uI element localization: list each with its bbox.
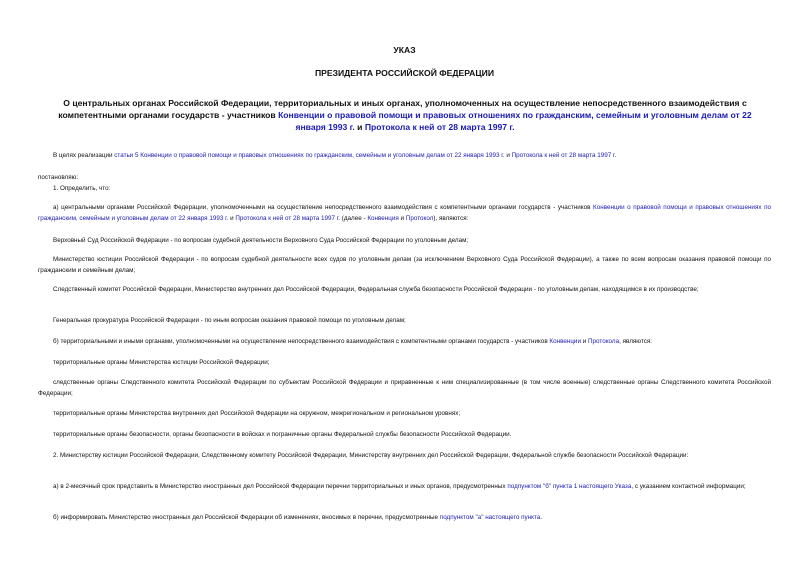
convention-link[interactable]: Конвенции о правовой помощи и правовых отношениях по гражданским, семейным и уголовным делам от 22 января 1993 г. <box>278 110 752 132</box>
convention-link[interactable]: Конвенции о правовой помощи и правовых отношениях по гражданским, семейным и уголовным делам от 22 января 1993 г. <box>38 204 771 222</box>
intro-paragraph <box>38 150 771 161</box>
protocol-link[interactable]: Протокола к ней от 28 марта 1997 г. <box>511 152 617 159</box>
item-text: , являются: <box>619 338 652 345</box>
territorial-mvd-paragraph: территориальные органы Министерства внутренних дел Российской Федерации на окружном, межрегиональном и региональном уровнях; <box>53 410 461 417</box>
subitem-a-link[interactable]: подпунктом "а" настоящего пункта <box>439 514 541 521</box>
decree-word: постановляю: <box>38 174 79 181</box>
decree-title: УКАЗ <box>393 45 416 55</box>
investigative-committee-paragraph: Следственный комитет Российской Федерации, Министерство внутренних дел Российской Федерации, Федеральная служба безопасности Российской Федерации - по уголовным делам, находящимся в их производстве; <box>53 286 699 293</box>
item-2a <box>38 481 771 492</box>
protocol-short-link[interactable]: Протокола <box>588 338 620 345</box>
item-text: а) центральными органами Российской Федерации, уполномоченными на осуществление непосредственного взаимодействия с компетентными органами государств - участников <box>53 204 594 211</box>
item-1b <box>38 336 771 347</box>
subtitle-text: и <box>354 122 365 132</box>
intro-text: В целях реализации <box>53 152 115 159</box>
ministry-of-justice-paragraph: Министерство юстиции Российской Федерации - по вопросам судебной деятельности всех судов по уголовным делам (за исключением Верховного Суда Российской Федерации), а также по всем вопросам оказания правовой помощи по гражданским и семейным делам; <box>38 256 771 274</box>
convention-short-link[interactable]: Конвенция <box>367 215 399 222</box>
decree-issuer: ПРЕЗИДЕНТА РОССИЙСКОЙ ФЕДЕРАЦИИ <box>314 68 495 78</box>
decree-subtitle <box>46 97 764 133</box>
investigative-bodies-paragraph: следственные органы Следственного комитета Российской Федерации по субъектам Российской Федерации и приравненные к ним специализированные (в том числе военные) следственные органы Следственного комитета Российской Федерации; <box>38 379 771 397</box>
item-text: и <box>228 215 236 222</box>
item-2: 2. Министерству юстиции Российской Федерации, Следственному комитету Российской Федерации, Министерству внутренних дел Российской Федерации, Федеральной службе безопасности Российской Федерации: <box>53 452 689 459</box>
convention-short-link[interactable]: Конвенции <box>549 338 581 345</box>
item-text: и <box>580 338 588 345</box>
item-text: б) территориальными и иными органами, уполномоченными на осуществление непосредственного взаимодействия с компетентными органами государств - участников <box>53 338 550 345</box>
territorial-fsb-paragraph: территориальные органы безопасности, органы безопасности в войсках и пограничные органы Федеральной службы безопасности Российской Федерации. <box>53 431 512 438</box>
item-text: (далее - <box>340 215 368 222</box>
protocol-short-link[interactable]: Протокол <box>405 215 434 222</box>
item-text: ), являются: <box>433 215 469 222</box>
protocol-link[interactable]: Протокола к ней от 28 марта 1997 г. <box>235 215 341 222</box>
supreme-court-paragraph: Верховный Суд Российской Федерации - по вопросам судебной деятельности Верховного Суда Российской Федерации по уголовным делам; <box>53 237 469 244</box>
territorial-minjust-paragraph: территориальные органы Министерства юстиции Российской Федерации; <box>53 359 270 366</box>
protocol-link[interactable]: Протокола к ней от 28 марта 1997 г. <box>364 122 515 132</box>
item-text: и <box>398 215 406 222</box>
item-1: 1. Определить, что: <box>53 185 111 192</box>
subitem-b-link[interactable]: подпунктом "б" пункта 1 настоящего Указа <box>507 483 632 490</box>
item-text: б) информировать Министерство иностранных дел Российской Федерации об изменениях, вносимых в перечни, предусмотренные <box>53 514 440 521</box>
article5-link[interactable]: статьи 5 Конвенции о правовой помощи и правовых отношениях по гражданским, семейным и уголовным делам от 22 января 1993 г. <box>114 152 505 159</box>
item-text: . <box>540 514 543 521</box>
intro-text: и <box>504 152 512 159</box>
prosecutor-paragraph: Генеральная прокуратура Российской Федерации - по иным вопросам оказания правовой помощи по уголовным делам; <box>53 317 406 324</box>
item-text: , с указанием контактной информации; <box>631 483 746 490</box>
item-2b <box>38 512 771 523</box>
item-1a <box>38 202 771 224</box>
item-text: а) в 2-месячный срок представить в Министерство иностранных дел Российской Федерации перечни территориальных и иных органов, предусмотренных <box>53 483 508 490</box>
subtitle-text: О центральных органах Российской Федерации, территориальных и иных органах, уполномоченных на осуществление непосредственного взаимодействия с компетентными органами государств - участников <box>58 98 747 120</box>
